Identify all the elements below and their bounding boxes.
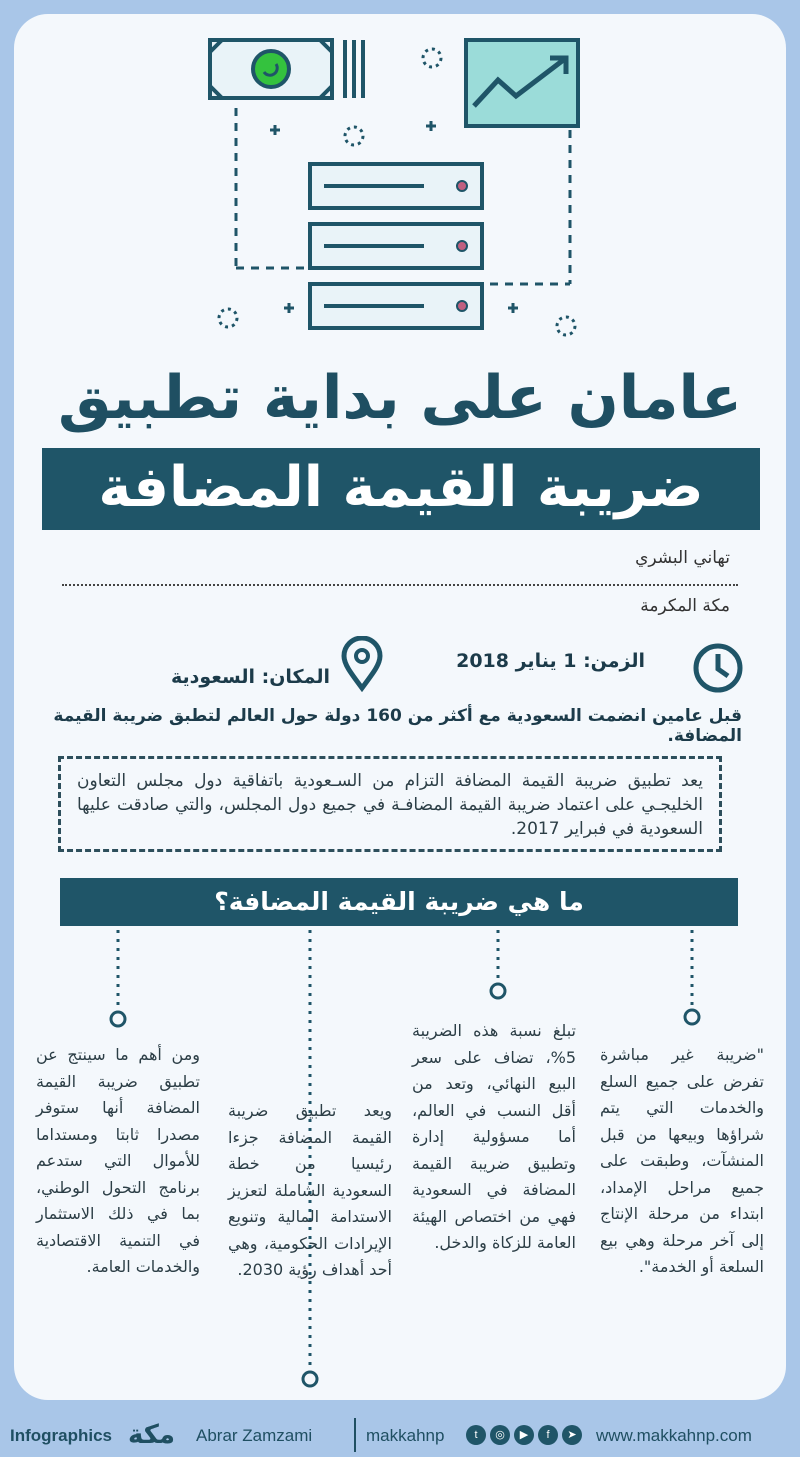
designer-name: Abrar Zamzami: [196, 1426, 313, 1445]
money-bill-icon: [210, 40, 363, 98]
telegram-icon[interactable]: ➤: [562, 1425, 582, 1445]
makkah-logo: مكة: [128, 1420, 175, 1450]
info-box: يعد تطبيق ضريبة القيمة المضافة التزام من السـعودية باتفاقية دول مجلس التعاون الخليجـي على اعتماد ضريبة القيمة المضافـة في جميع دول المجلس، والتي صادقت عليها السعودية في فبراير 2017.: [58, 756, 722, 852]
infographics-label: Infographics: [10, 1426, 113, 1445]
youtube-icon[interactable]: ▶: [514, 1425, 534, 1445]
author-name: تهاني البشري: [635, 548, 730, 568]
server-stack-icon: [310, 164, 482, 328]
footer: [0, 1412, 800, 1457]
column-benefits: ومن أهم ما سينتج عن تطبيق ضريبة القيمة المضافة أنها ستوفر مصدرا ثابتا ومستداما للأموال التي ستدعم برنامج التحول الوطني، بما في ذلك الاستثمار في التنمية الاقتصادية والخدمات العامة.: [36, 1045, 200, 1276]
dotted-divider: [62, 584, 738, 586]
hero-illustration: [0, 0, 800, 360]
facebook-icon[interactable]: f: [538, 1425, 558, 1445]
website-link[interactable]: www.makkahnp.com: [596, 1426, 752, 1445]
column-definition: "ضريبة غير مباشرة تفرض على جميع السلع والخدمات التي يتم شراؤها وبيعها من قبل المنشآت، وطبقت على جميع مراحل الإمداد، ابتداء من مرحلة الإنتاج إلى آخر مرحلة وهي بيع السلعة أو الخدمة".: [600, 1045, 764, 1276]
city-name: مكة المكرمة: [640, 596, 730, 616]
footer-divider: [354, 1418, 356, 1452]
chart-up-icon: [466, 40, 578, 126]
clock-icon: [692, 642, 744, 694]
time-label: الزمن: 1 يناير 2018: [456, 650, 645, 672]
social-handle[interactable]: makkahnp: [366, 1426, 445, 1445]
twitter-icon[interactable]: t: [466, 1425, 486, 1445]
column-vision: ويعد تطبيق ضريبة القيمة المضافة جزءا رئيسيا من خطة السعودية الشاملة لتعزيز الاستدامة المالية وتنويع الإيرادات الحكومية، وهي أحد أهداف رؤية 2030.: [228, 1101, 392, 1279]
column-rate: تبلغ نسبة هذه الضريبة 5%، تضاف على سعر البيع النهائي، وتعد من أقل النسب في العالم، أما مسؤولية إدارة وتطبيق ضريبة القيمة المضافة في السعودية فهي من اختصاص الهيئة العامة للزكاة والدخل.: [412, 1021, 576, 1252]
location-pin-icon: [338, 636, 386, 692]
question-heading: ما هي ضريبة القيمة المضافة؟: [60, 878, 738, 926]
place-label: المكان: السعودية: [170, 666, 330, 688]
instagram-icon[interactable]: ◎: [490, 1425, 510, 1445]
title-line-1: عامان على بداية تطبيق: [58, 363, 742, 433]
intro-text: قبل عامين انضمت السعودية مع أكثر من 160 دولة حول العالم لتطبق ضريبة القيمة المضافة.: [53, 706, 742, 746]
title-line-2: ضريبة القيمة المضافة: [42, 448, 760, 530]
